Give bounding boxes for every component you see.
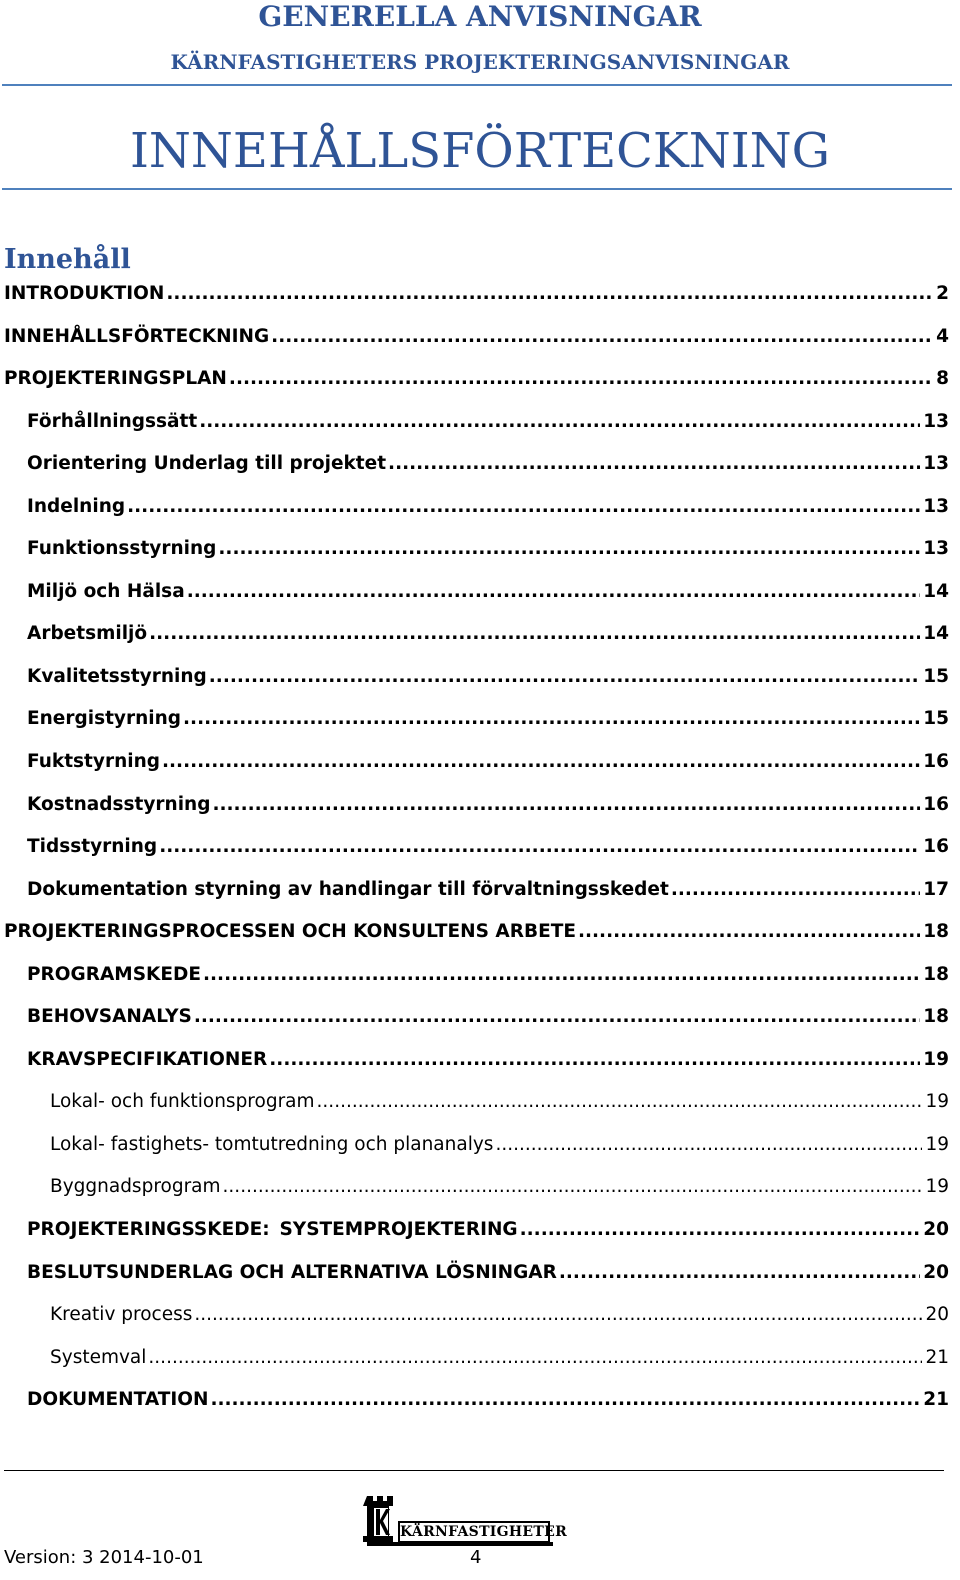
toc-entry-title: INTRODUKTION	[4, 283, 165, 304]
toc-entry[interactable]	[4, 1166, 949, 1209]
toc-dot-leader	[194, 1294, 922, 1337]
toc-entry-title: KRAVSPECIFIKATIONER	[27, 1048, 268, 1070]
toc-entry-page: 18	[923, 1006, 949, 1028]
toc-entry-title: Lokal- och funktionsprogram	[50, 1091, 315, 1113]
toc-dot-leader	[269, 1039, 920, 1082]
toc-dot-leader	[218, 528, 920, 571]
toc-entry[interactable]	[4, 911, 949, 954]
toc-dot-leader	[223, 1166, 923, 1209]
toc-entry-title: Förhållningssätt	[27, 410, 198, 432]
toc-heading: Innehåll	[4, 244, 131, 275]
toc-dot-leader	[149, 613, 920, 656]
toc-entry[interactable]	[4, 1081, 949, 1124]
toc-entry-page: 2	[936, 283, 949, 304]
logo-text: KÄRNFASTIGHETER	[400, 1524, 568, 1540]
table-of-contents	[4, 273, 949, 1422]
toc-dot-leader	[317, 1081, 923, 1124]
toc-entry-page: 8	[936, 368, 949, 390]
toc-entry-page: 21	[923, 1389, 949, 1411]
toc-entry-title: Tidsstyrning	[27, 836, 158, 858]
toc-dot-leader	[162, 741, 920, 784]
toc-entry-page: 20	[925, 1304, 949, 1326]
toc-entry[interactable]	[4, 869, 949, 912]
toc-entry[interactable]	[4, 443, 949, 486]
toc-entry-title: PROJEKTERINGSPLAN	[4, 368, 227, 390]
toc-entry[interactable]	[4, 571, 949, 614]
toc-entry[interactable]	[4, 954, 949, 997]
toc-dot-leader	[388, 443, 920, 486]
toc-entry-title: Miljö och Hälsa	[27, 580, 185, 602]
toc-entry-page: 16	[923, 751, 949, 773]
document-header-subtitle: KÄRNFASTIGHETERS PROJEKTERINGSANVISNINGAR	[170, 50, 790, 74]
toc-entry-title: Kvalitetsstyrning	[27, 665, 207, 687]
toc-entry[interactable]	[4, 401, 949, 444]
toc-entry-page: 14	[923, 623, 949, 645]
toc-entry-page: 20	[923, 1261, 949, 1283]
toc-dot-leader	[199, 401, 920, 444]
footer-divider	[4, 1470, 944, 1471]
document-version: Version: 3 2014-10-01	[4, 1547, 204, 1568]
toc-entry-page: 19	[923, 1048, 949, 1070]
document-header-title: GENERELLA ANVISNINGAR	[258, 0, 702, 33]
toc-entry-title-part: SYSTEMPROJEKTERING	[279, 1219, 518, 1241]
toc-entry-title: Systemval	[50, 1346, 147, 1368]
toc-entry-title: Lokal- fastighets- tomtutredning och plananalys	[50, 1133, 494, 1155]
toc-entry-page: 13	[923, 538, 949, 560]
toc-dot-leader	[520, 1209, 921, 1252]
toc-dot-leader	[148, 1337, 922, 1380]
toc-entry[interactable]	[4, 358, 949, 401]
toc-entry[interactable]	[4, 1379, 949, 1422]
page-title: INNEHÅLLSFÖRTECKNING	[129, 123, 831, 179]
toc-entry[interactable]	[4, 1209, 949, 1252]
toc-dot-leader	[209, 656, 920, 699]
toc-dot-leader	[127, 486, 920, 529]
toc-entry[interactable]	[4, 273, 949, 316]
toc-entry[interactable]	[4, 1294, 949, 1337]
toc-entry-page: 13	[923, 495, 949, 517]
toc-entry[interactable]	[4, 613, 949, 656]
toc-dot-leader	[559, 1252, 920, 1295]
toc-dot-leader	[671, 869, 920, 912]
toc-entry[interactable]	[4, 698, 949, 741]
toc-entry[interactable]	[4, 1337, 949, 1380]
toc-entry-title: Kreativ process	[50, 1304, 193, 1326]
toc-entry-page: 4	[936, 325, 949, 347]
toc-dot-leader	[212, 784, 920, 827]
toc-dot-leader	[271, 316, 933, 359]
toc-entry-title: Kostnadsstyrning	[27, 793, 211, 815]
toc-entry-title: Fuktstyrning	[27, 751, 160, 773]
toc-dot-leader	[578, 911, 920, 954]
toc-dot-leader	[210, 1379, 920, 1422]
toc-entry-title: INNEHÅLLSFÖRTECKNING	[4, 325, 270, 347]
toc-entry-title: PROJEKTERINGSPROCESSEN OCH KONSULTENS ARBETE	[4, 921, 576, 943]
toc-entry-page: 15	[923, 708, 949, 730]
toc-entry-title: Arbetsmiljö	[27, 623, 148, 645]
toc-entry-page: 19	[925, 1091, 949, 1113]
toc-entry-title: PROJEKTERINGSSKEDE:	[27, 1219, 270, 1241]
toc-dot-leader	[183, 698, 920, 741]
toc-entry[interactable]	[4, 486, 949, 529]
toc-entry-page: 16	[923, 836, 949, 858]
toc-entry-page: 17	[923, 878, 949, 900]
toc-dot-leader	[194, 996, 920, 1039]
toc-entry-title: DOKUMENTATION	[27, 1389, 209, 1411]
toc-entry[interactable]	[4, 656, 949, 699]
toc-dot-leader	[166, 273, 933, 316]
toc-entry-page: 19	[925, 1176, 949, 1198]
page-number: 4	[470, 1547, 482, 1568]
toc-entry-page: 15	[923, 665, 949, 687]
toc-entry-title: BESLUTSUNDERLAG OCH ALTERNATIVA LÖSNINGAR	[27, 1261, 557, 1283]
toc-entry-page: 16	[923, 793, 949, 815]
toc-dot-leader	[229, 358, 933, 401]
toc-entry-title: Dokumentation styrning av handlingar till förvaltningsskedet	[27, 878, 669, 900]
toc-entry-page: 21	[925, 1346, 949, 1368]
title-divider	[2, 188, 952, 190]
toc-entry-page: 20	[923, 1219, 949, 1241]
toc-dot-leader	[187, 571, 921, 614]
header-divider	[2, 84, 952, 86]
toc-entry[interactable]	[4, 784, 949, 827]
toc-entry-page: 19	[925, 1133, 949, 1155]
toc-entry[interactable]	[4, 528, 949, 571]
toc-dot-leader	[159, 826, 920, 869]
toc-dot-leader	[495, 1124, 922, 1167]
toc-entry[interactable]	[4, 1039, 949, 1082]
toc-entry[interactable]	[4, 996, 949, 1039]
toc-entry-page: 14	[923, 580, 949, 602]
toc-entry-title: Indelning	[27, 495, 126, 517]
toc-entry[interactable]	[4, 316, 949, 359]
toc-entry-title: Funktionsstyrning	[27, 538, 217, 560]
toc-entry[interactable]	[4, 1252, 949, 1295]
toc-entry-title: Energistyrning	[27, 708, 182, 730]
toc-dot-leader	[203, 954, 920, 997]
toc-entry-page: 18	[923, 921, 949, 943]
toc-entry[interactable]	[4, 826, 949, 869]
toc-entry-title: BEHOVSANALYS	[27, 1006, 192, 1028]
toc-entry-page: 13	[923, 453, 949, 475]
toc-entry-title: PROGRAMSKEDE	[27, 963, 201, 985]
toc-entry-title: Byggnadsprogram	[50, 1176, 221, 1198]
toc-entry[interactable]	[4, 741, 949, 784]
toc-entry[interactable]	[4, 1124, 949, 1167]
toc-entry-page: 18	[923, 963, 949, 985]
toc-entry-page: 13	[923, 410, 949, 432]
toc-entry-title: Orientering Underlag till projektet	[27, 453, 387, 475]
